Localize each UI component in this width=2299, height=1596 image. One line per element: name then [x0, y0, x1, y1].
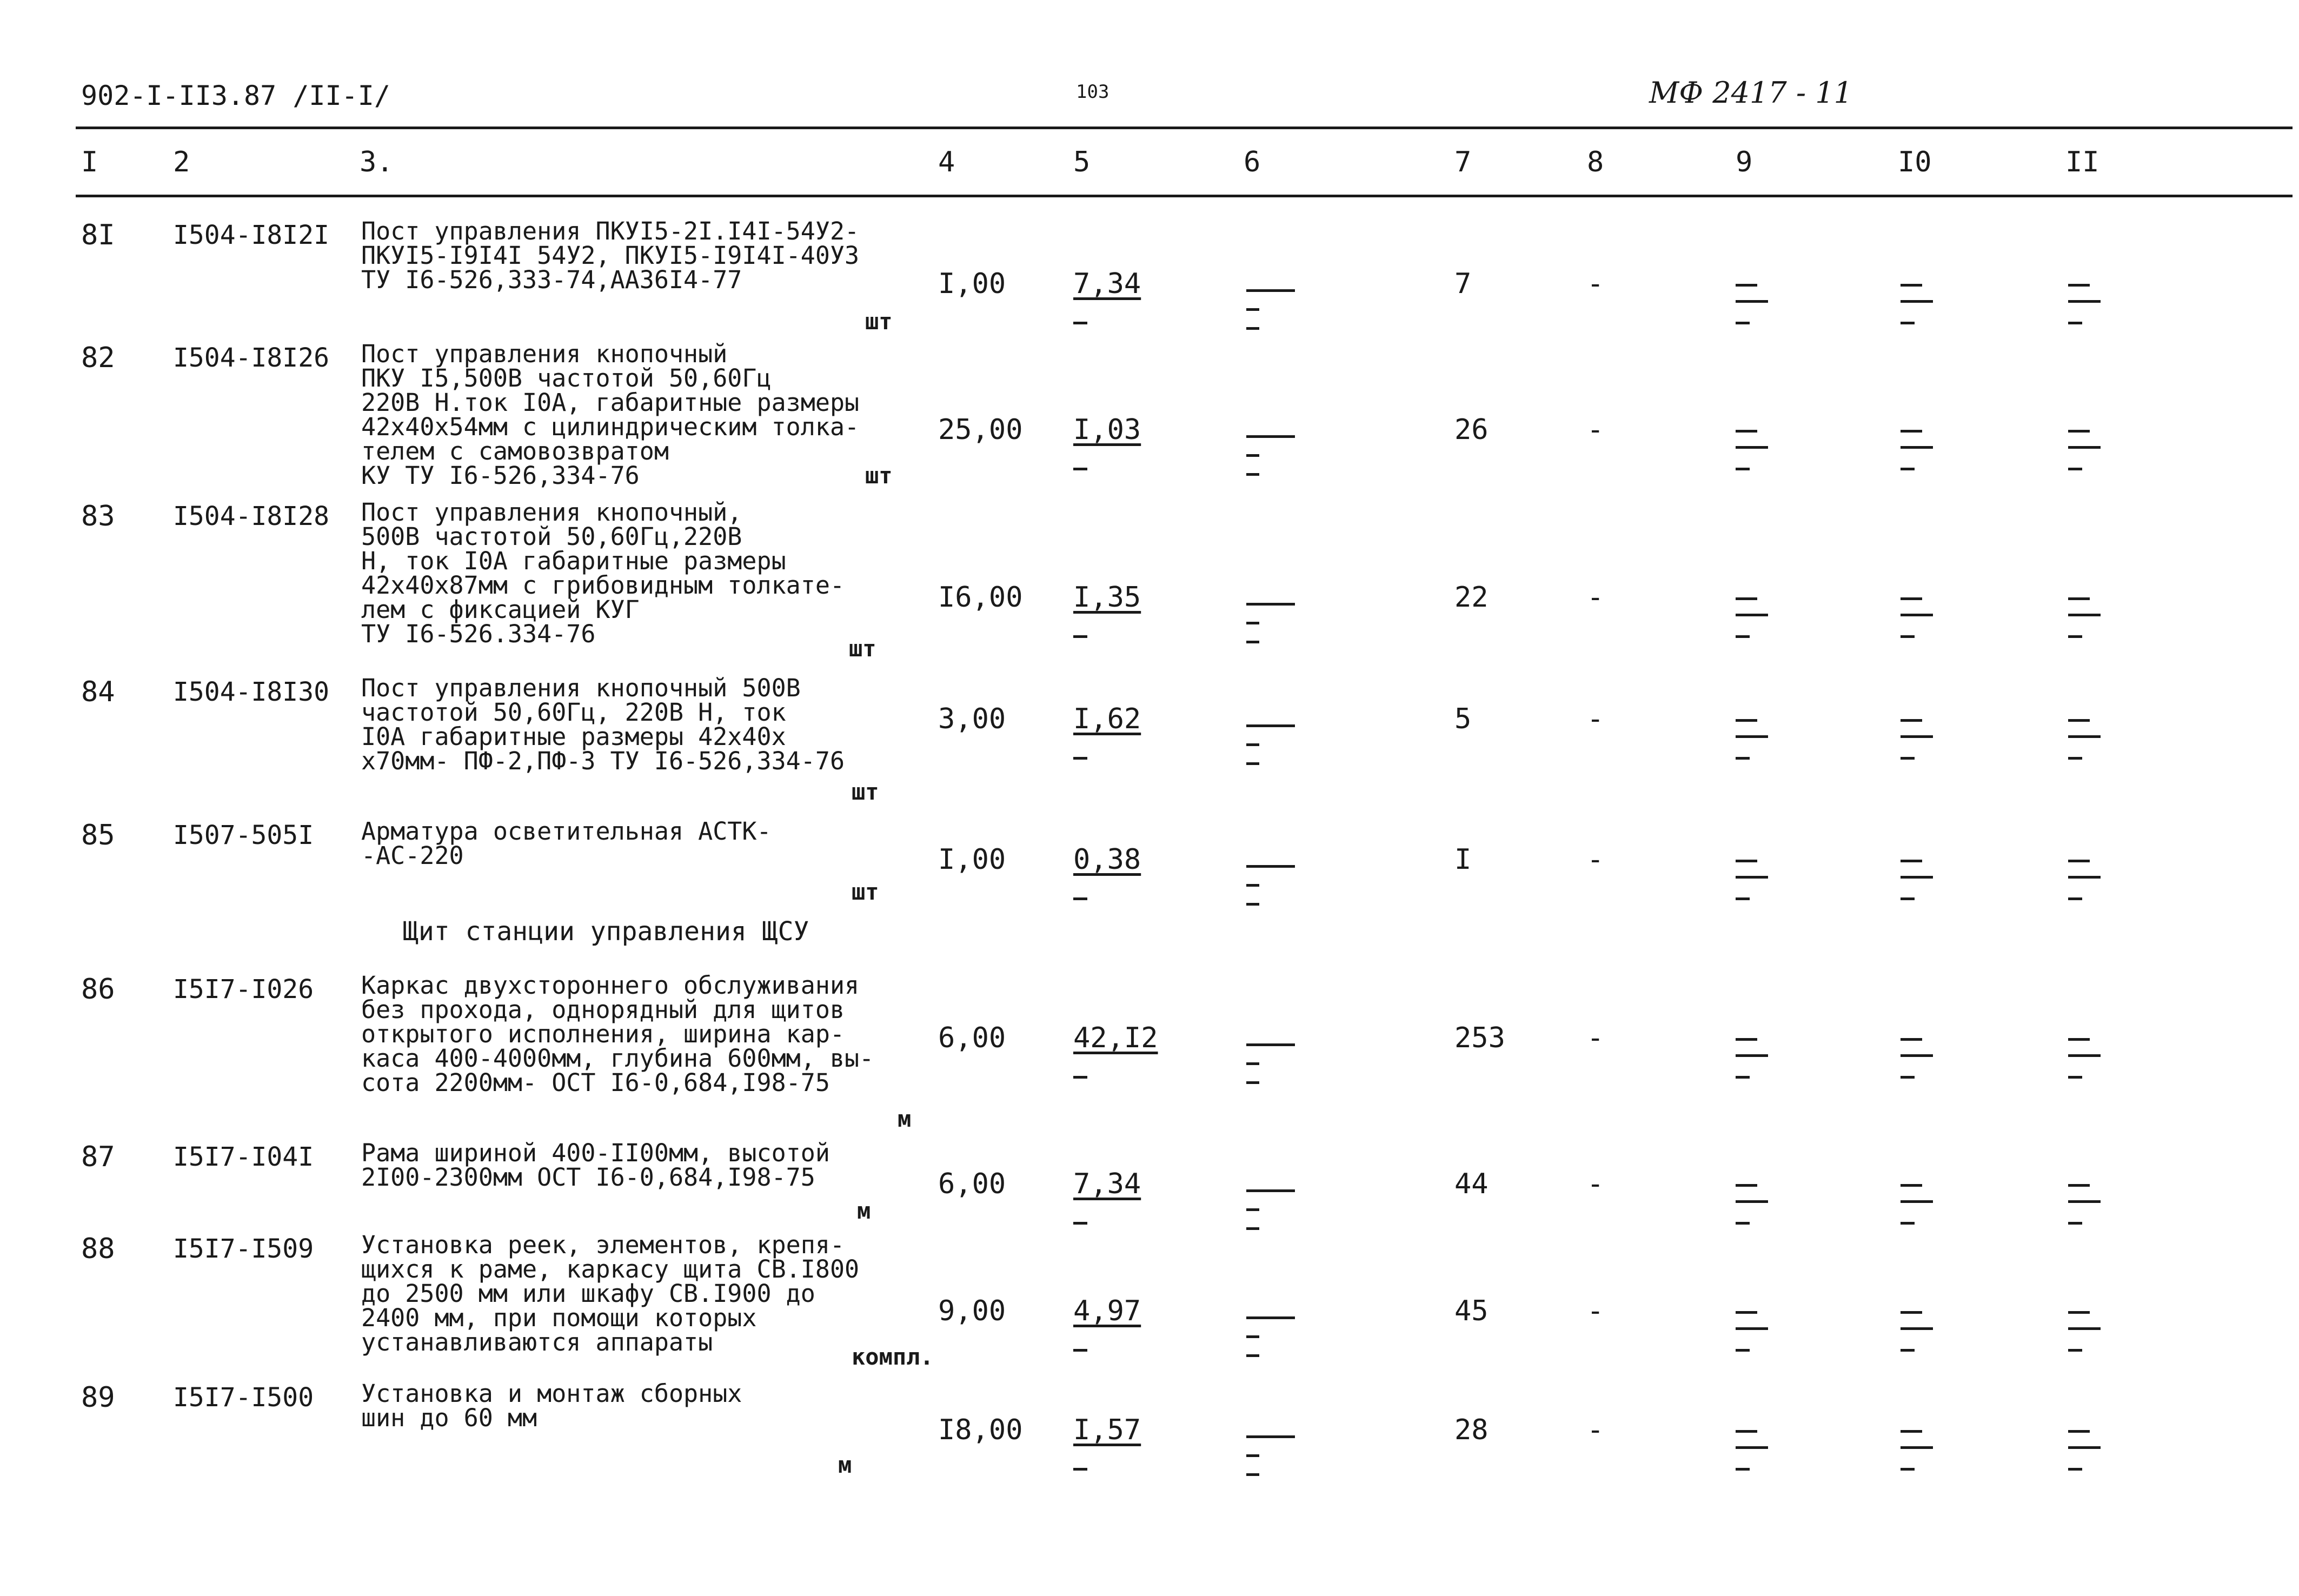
empty-dash: [1073, 897, 1087, 900]
column-header: 9: [1736, 146, 1753, 178]
empty-dash: [1901, 719, 1922, 722]
empty-dash: [1736, 1038, 1757, 1041]
empty-dash: [2068, 1054, 2101, 1057]
empty-dash: [1736, 860, 1757, 862]
description-line: Арматура осветительная АСТК-: [361, 817, 772, 846]
empty-dash: [1901, 300, 1933, 303]
empty-dash: [2068, 735, 2101, 738]
empty-dash: [1901, 1327, 1933, 1330]
empty-dash: [1246, 327, 1259, 330]
quantity: 6,00: [938, 1168, 1006, 1200]
column-8-value: -: [1587, 414, 1604, 446]
unit-price-value: I,35: [1073, 581, 1141, 614]
empty-dash: [1246, 1473, 1259, 1476]
empty-dash: [1246, 1335, 1259, 1338]
column-headers: [0, 146, 2299, 184]
empty-dash: [1246, 1435, 1295, 1438]
column-7-value: 44: [1454, 1168, 1489, 1200]
empty-dash: [1736, 1446, 1768, 1449]
empty-dash: [1073, 635, 1087, 638]
empty-dash: [1246, 884, 1259, 887]
header-rule-bottom: [76, 195, 2293, 197]
empty-dash: [1073, 757, 1087, 760]
empty-dash: [1736, 468, 1750, 470]
column-8-value: -: [1587, 581, 1604, 614]
unit-of-measure: м: [838, 1452, 852, 1478]
column-8-value: -: [1587, 1295, 1604, 1327]
empty-dash: [2068, 860, 2090, 862]
empty-dash: [1901, 597, 1922, 600]
empty-dash: [1901, 1200, 1933, 1203]
quantity: I8,00: [938, 1414, 1023, 1446]
column-header: 2: [173, 146, 190, 178]
empty-dash: [1246, 473, 1259, 476]
description-line: Рама шириной 400-II00мм, высотой: [361, 1139, 830, 1167]
empty-dash: [1246, 762, 1259, 765]
empty-dash: [1073, 1468, 1087, 1471]
empty-dash: [2068, 1038, 2090, 1041]
row-number: 84: [81, 676, 115, 708]
empty-dash: [1073, 468, 1087, 470]
empty-dash: [1246, 622, 1259, 624]
row-number: 85: [81, 819, 115, 852]
row-number: 8I: [81, 219, 115, 251]
item-code: I5I7-I509: [173, 1234, 314, 1264]
description-line: ТУ I6-526,333-74,АА36I4-77: [361, 265, 742, 294]
empty-dash: [1901, 284, 1922, 287]
item-description: [361, 500, 845, 646]
column-8-value: -: [1587, 1168, 1604, 1200]
description-line: открытого исполнения, ширина кар-: [361, 1020, 845, 1048]
description-line: без прохода, однорядный для щитов: [361, 995, 845, 1024]
description-line: Каркас двухстороннего обслуживания: [361, 971, 860, 1000]
row-number: 89: [81, 1381, 115, 1414]
empty-dash: [2068, 1222, 2082, 1225]
empty-dash: [1736, 597, 1757, 600]
column-header: I0: [1898, 146, 1932, 178]
empty-dash: [1736, 1430, 1757, 1433]
empty-dash: [1246, 1189, 1295, 1192]
description-line: ПКУI5-I9I4I 54У2, ПКУI5-I9I4I-40У3: [361, 241, 860, 270]
description-line: до 2500 мм или шкафу СВ.I900 до: [361, 1279, 815, 1308]
empty-dash: [2068, 446, 2101, 449]
column-7-value: 45: [1454, 1295, 1489, 1327]
empty-dash: [1736, 300, 1768, 303]
column-8-value: -: [1587, 703, 1604, 735]
row-number: 87: [81, 1141, 115, 1173]
description-line: шин до 60 мм: [361, 1404, 537, 1432]
empty-dash: [1736, 1184, 1757, 1187]
item-code: I504-I8I26: [173, 343, 329, 373]
column-7-value: 26: [1454, 414, 1489, 446]
quantity: 3,00: [938, 703, 1006, 735]
item-description: [361, 219, 859, 292]
empty-dash: [1246, 1062, 1259, 1065]
description-line: 2400 мм, при помощи которых: [361, 1304, 757, 1332]
empty-dash: [1246, 743, 1259, 746]
empty-dash: [1073, 322, 1087, 324]
empty-dash: [2068, 876, 2101, 879]
empty-dash: [1736, 322, 1750, 324]
empty-dash: [2068, 597, 2090, 600]
item-code: I507-505I: [173, 820, 314, 850]
column-header: II: [2065, 146, 2099, 178]
description-line: каса 400-4000мм, глубина 600мм, вы-: [361, 1044, 874, 1073]
empty-dash: [1246, 1316, 1295, 1319]
description-line: Пост управления кнопочный,: [361, 498, 742, 527]
empty-dash: [1901, 322, 1915, 324]
column-7-value: 253: [1454, 1022, 1505, 1054]
unit-price: [1073, 1295, 1141, 1327]
item-description: [361, 819, 772, 868]
row-number: 82: [81, 342, 115, 374]
empty-dash: [1246, 903, 1259, 906]
description-line: Н, ток I0А габаритные размеры: [361, 547, 786, 575]
unit-of-measure: шт: [852, 879, 879, 905]
empty-dash: [1246, 1454, 1259, 1457]
empty-dash: [1736, 430, 1757, 433]
column-7-value: 7: [1454, 268, 1472, 300]
empty-dash: [1901, 1038, 1922, 1041]
empty-dash: [1246, 603, 1295, 606]
item-code: I504-I8I2I: [173, 220, 329, 250]
empty-dash: [1901, 1468, 1915, 1471]
unit-price-value: 42,I2: [1073, 1022, 1158, 1054]
description-line: сота 2200мм- ОСТ I6-0,684,I98-75: [361, 1068, 830, 1097]
column-header: I: [81, 146, 98, 178]
unit-price-value: I,62: [1073, 703, 1141, 735]
item-code: I5I7-I500: [173, 1382, 314, 1413]
item-code: I5I7-I026: [173, 974, 314, 1005]
empty-dash: [1901, 446, 1933, 449]
empty-dash: [1246, 865, 1295, 868]
description-line: частотой 50,60Гц, 220В Н, ток: [361, 698, 786, 727]
empty-dash: [2068, 1349, 2082, 1352]
item-description: [361, 973, 874, 1095]
description-line: Пост управления ПКУI5-2I.I4I-54У2-: [361, 217, 860, 245]
empty-dash: [2068, 468, 2082, 470]
empty-dash: [1736, 1311, 1757, 1314]
unit-of-measure: м: [857, 1198, 871, 1224]
description-line: устанавливаются аппараты: [361, 1328, 713, 1356]
column-7-value: I: [1454, 843, 1472, 876]
description-line: ТУ I6-526.334-76: [361, 620, 596, 648]
unit-price-value: 7,34: [1073, 1168, 1141, 1200]
empty-dash: [1246, 454, 1259, 457]
empty-dash: [1901, 468, 1915, 470]
unit-price: [1073, 268, 1141, 300]
empty-dash: [1736, 1054, 1768, 1057]
empty-dash: [1901, 860, 1922, 862]
empty-dash: [2068, 897, 2082, 900]
description-line: 220В Н.ток I0А, габаритные размеры: [361, 388, 860, 417]
column-header: 4: [938, 146, 955, 178]
unit-price-value: I,03: [1073, 414, 1141, 446]
unit-price-value: 4,97: [1073, 1295, 1141, 1327]
empty-dash: [2068, 1327, 2101, 1330]
column-header: 7: [1454, 146, 1472, 178]
empty-dash: [2068, 757, 2082, 760]
unit-of-measure: м: [898, 1106, 912, 1132]
description-line: ПКУ I5,500В частотой 50,60Гц: [361, 364, 772, 393]
empty-dash: [1736, 1076, 1750, 1079]
unit-price-value: I,57: [1073, 1414, 1141, 1446]
unit-price: [1073, 414, 1141, 446]
empty-dash: [1901, 1311, 1922, 1314]
unit-price-value: 0,38: [1073, 843, 1141, 876]
row-number: 83: [81, 500, 115, 533]
empty-dash: [2068, 1200, 2101, 1203]
empty-dash: [1246, 308, 1259, 311]
empty-dash: [1901, 1076, 1915, 1079]
description-line: 2I00-2300мм ОСТ I6-0,684,I98-75: [361, 1163, 815, 1192]
column-header: 3.: [360, 146, 394, 178]
column-7-value: 5: [1454, 703, 1472, 735]
empty-dash: [1901, 1184, 1922, 1187]
empty-dash: [1901, 1430, 1922, 1433]
unit-of-measure: шт: [852, 779, 879, 805]
empty-dash: [1901, 1349, 1915, 1352]
empty-dash: [1246, 724, 1295, 727]
description-line: Пост управления кнопочный: [361, 340, 728, 368]
empty-dash: [1246, 1081, 1259, 1084]
empty-dash: [1901, 1446, 1933, 1449]
unit-of-measure: шт: [865, 462, 893, 489]
empty-dash: [2068, 430, 2090, 433]
unit-price-value: 7,34: [1073, 268, 1141, 300]
empty-dash: [2068, 1430, 2090, 1433]
unit-price: [1073, 1168, 1141, 1200]
section-title: Щит станции управления ЩСУ: [403, 916, 809, 947]
quantity: 9,00: [938, 1295, 1006, 1327]
empty-dash: [1736, 1200, 1768, 1203]
empty-dash: [1901, 635, 1915, 638]
empty-dash: [1073, 1349, 1087, 1352]
item-code: I5I7-I04I: [173, 1142, 314, 1172]
column-header: 6: [1244, 146, 1261, 178]
description-line: Установка и монтаж сборных: [361, 1379, 742, 1408]
quantity: 6,00: [938, 1022, 1006, 1054]
description-line: -АС-220: [361, 841, 464, 870]
empty-dash: [1901, 430, 1922, 433]
empty-dash: [1736, 1327, 1768, 1330]
column-header: 8: [1587, 146, 1604, 178]
empty-dash: [2068, 1184, 2090, 1187]
empty-dash: [1736, 876, 1768, 879]
description-line: телем с самовозвратом: [361, 437, 669, 466]
empty-dash: [1246, 1043, 1295, 1046]
empty-dash: [1246, 641, 1259, 643]
empty-dash: [2068, 719, 2090, 722]
item-code: I504-I8I28: [173, 501, 329, 531]
empty-dash: [1246, 435, 1295, 438]
empty-dash: [1736, 1349, 1750, 1352]
empty-dash: [2068, 1311, 2090, 1314]
empty-dash: [1736, 735, 1768, 738]
empty-dash: [1246, 1208, 1259, 1211]
empty-dash: [1736, 635, 1750, 638]
column-header: 5: [1073, 146, 1091, 178]
description-line: x70мм- ПФ-2,ПФ-3 ТУ I6-526,334-76: [361, 747, 845, 775]
row-number: 86: [81, 973, 115, 1006]
empty-dash: [1901, 735, 1933, 738]
description-line: лем с фиксацией КУГ: [361, 595, 640, 624]
description-line: КУ ТУ I6-526,334-76: [361, 461, 640, 490]
column-8-value: -: [1587, 843, 1604, 876]
empty-dash: [2068, 284, 2090, 287]
item-code: I504-I8I30: [173, 677, 329, 707]
empty-dash: [1246, 289, 1295, 292]
header-rule-top: [76, 127, 2293, 129]
empty-dash: [1736, 1468, 1750, 1471]
empty-dash: [1736, 719, 1757, 722]
column-8-value: -: [1587, 268, 1604, 300]
empty-dash: [1901, 1054, 1933, 1057]
empty-dash: [2068, 300, 2101, 303]
description-line: 500В частотой 50,60Гц,220В: [361, 522, 742, 551]
item-description: [361, 676, 845, 773]
empty-dash: [1901, 876, 1933, 879]
item-description: [361, 342, 859, 488]
empty-dash: [1073, 1076, 1087, 1079]
empty-dash: [1736, 757, 1750, 760]
description-line: Пост управления кнопочный 500В: [361, 674, 801, 702]
quantity: I,00: [938, 843, 1006, 876]
unit-of-measure: компл.: [852, 1344, 934, 1370]
unit-of-measure: шт: [849, 635, 876, 662]
description-line: 42x40x54мм с цилиндрическим толка-: [361, 413, 860, 441]
column-7-value: 28: [1454, 1414, 1489, 1446]
empty-dash: [2068, 1468, 2082, 1471]
empty-dash: [2068, 614, 2101, 616]
empty-dash: [2068, 635, 2082, 638]
quantity: I6,00: [938, 581, 1023, 614]
column-8-value: -: [1587, 1414, 1604, 1446]
empty-dash: [1736, 614, 1768, 616]
column-8-value: -: [1587, 1022, 1604, 1054]
page-number: 103: [1076, 81, 1109, 103]
empty-dash: [1736, 446, 1768, 449]
empty-dash: [2068, 1446, 2101, 1449]
item-description: [361, 1233, 859, 1354]
empty-dash: [1736, 897, 1750, 900]
empty-dash: [2068, 322, 2082, 324]
unit-price: [1073, 1022, 1158, 1054]
description-line: I0А габаритные размеры 42x40x: [361, 722, 786, 751]
unit-of-measure: шт: [865, 308, 893, 335]
empty-dash: [1901, 614, 1933, 616]
empty-dash: [1736, 284, 1757, 287]
unit-price: [1073, 1414, 1141, 1446]
empty-dash: [2068, 1076, 2082, 1079]
unit-price: [1073, 843, 1141, 876]
item-description: [361, 1139, 830, 1192]
item-description: [361, 1381, 742, 1430]
quantity: I,00: [938, 268, 1006, 300]
description-line: 42x40x87мм с грибовидным толкате-: [361, 571, 845, 600]
quantity: 25,00: [938, 414, 1023, 446]
empty-dash: [1246, 1227, 1259, 1230]
unit-price: [1073, 703, 1141, 735]
empty-dash: [1073, 1222, 1087, 1225]
empty-dash: [1901, 897, 1915, 900]
column-7-value: 22: [1454, 581, 1489, 614]
unit-price: [1073, 581, 1141, 614]
empty-dash: [1901, 757, 1915, 760]
empty-dash: [1736, 1222, 1750, 1225]
empty-dash: [1246, 1354, 1259, 1357]
description-line: Установка реек, элементов, крепя-: [361, 1231, 845, 1259]
empty-dash: [1901, 1222, 1915, 1225]
description-line: щихся к раме, каркасу щита СВ.I800: [361, 1255, 860, 1284]
handwritten-mark: МФ 2417 - 11: [1649, 76, 1852, 110]
document-code: 902-I-II3.87 /II-I/: [81, 80, 390, 111]
row-number: 88: [81, 1233, 115, 1265]
